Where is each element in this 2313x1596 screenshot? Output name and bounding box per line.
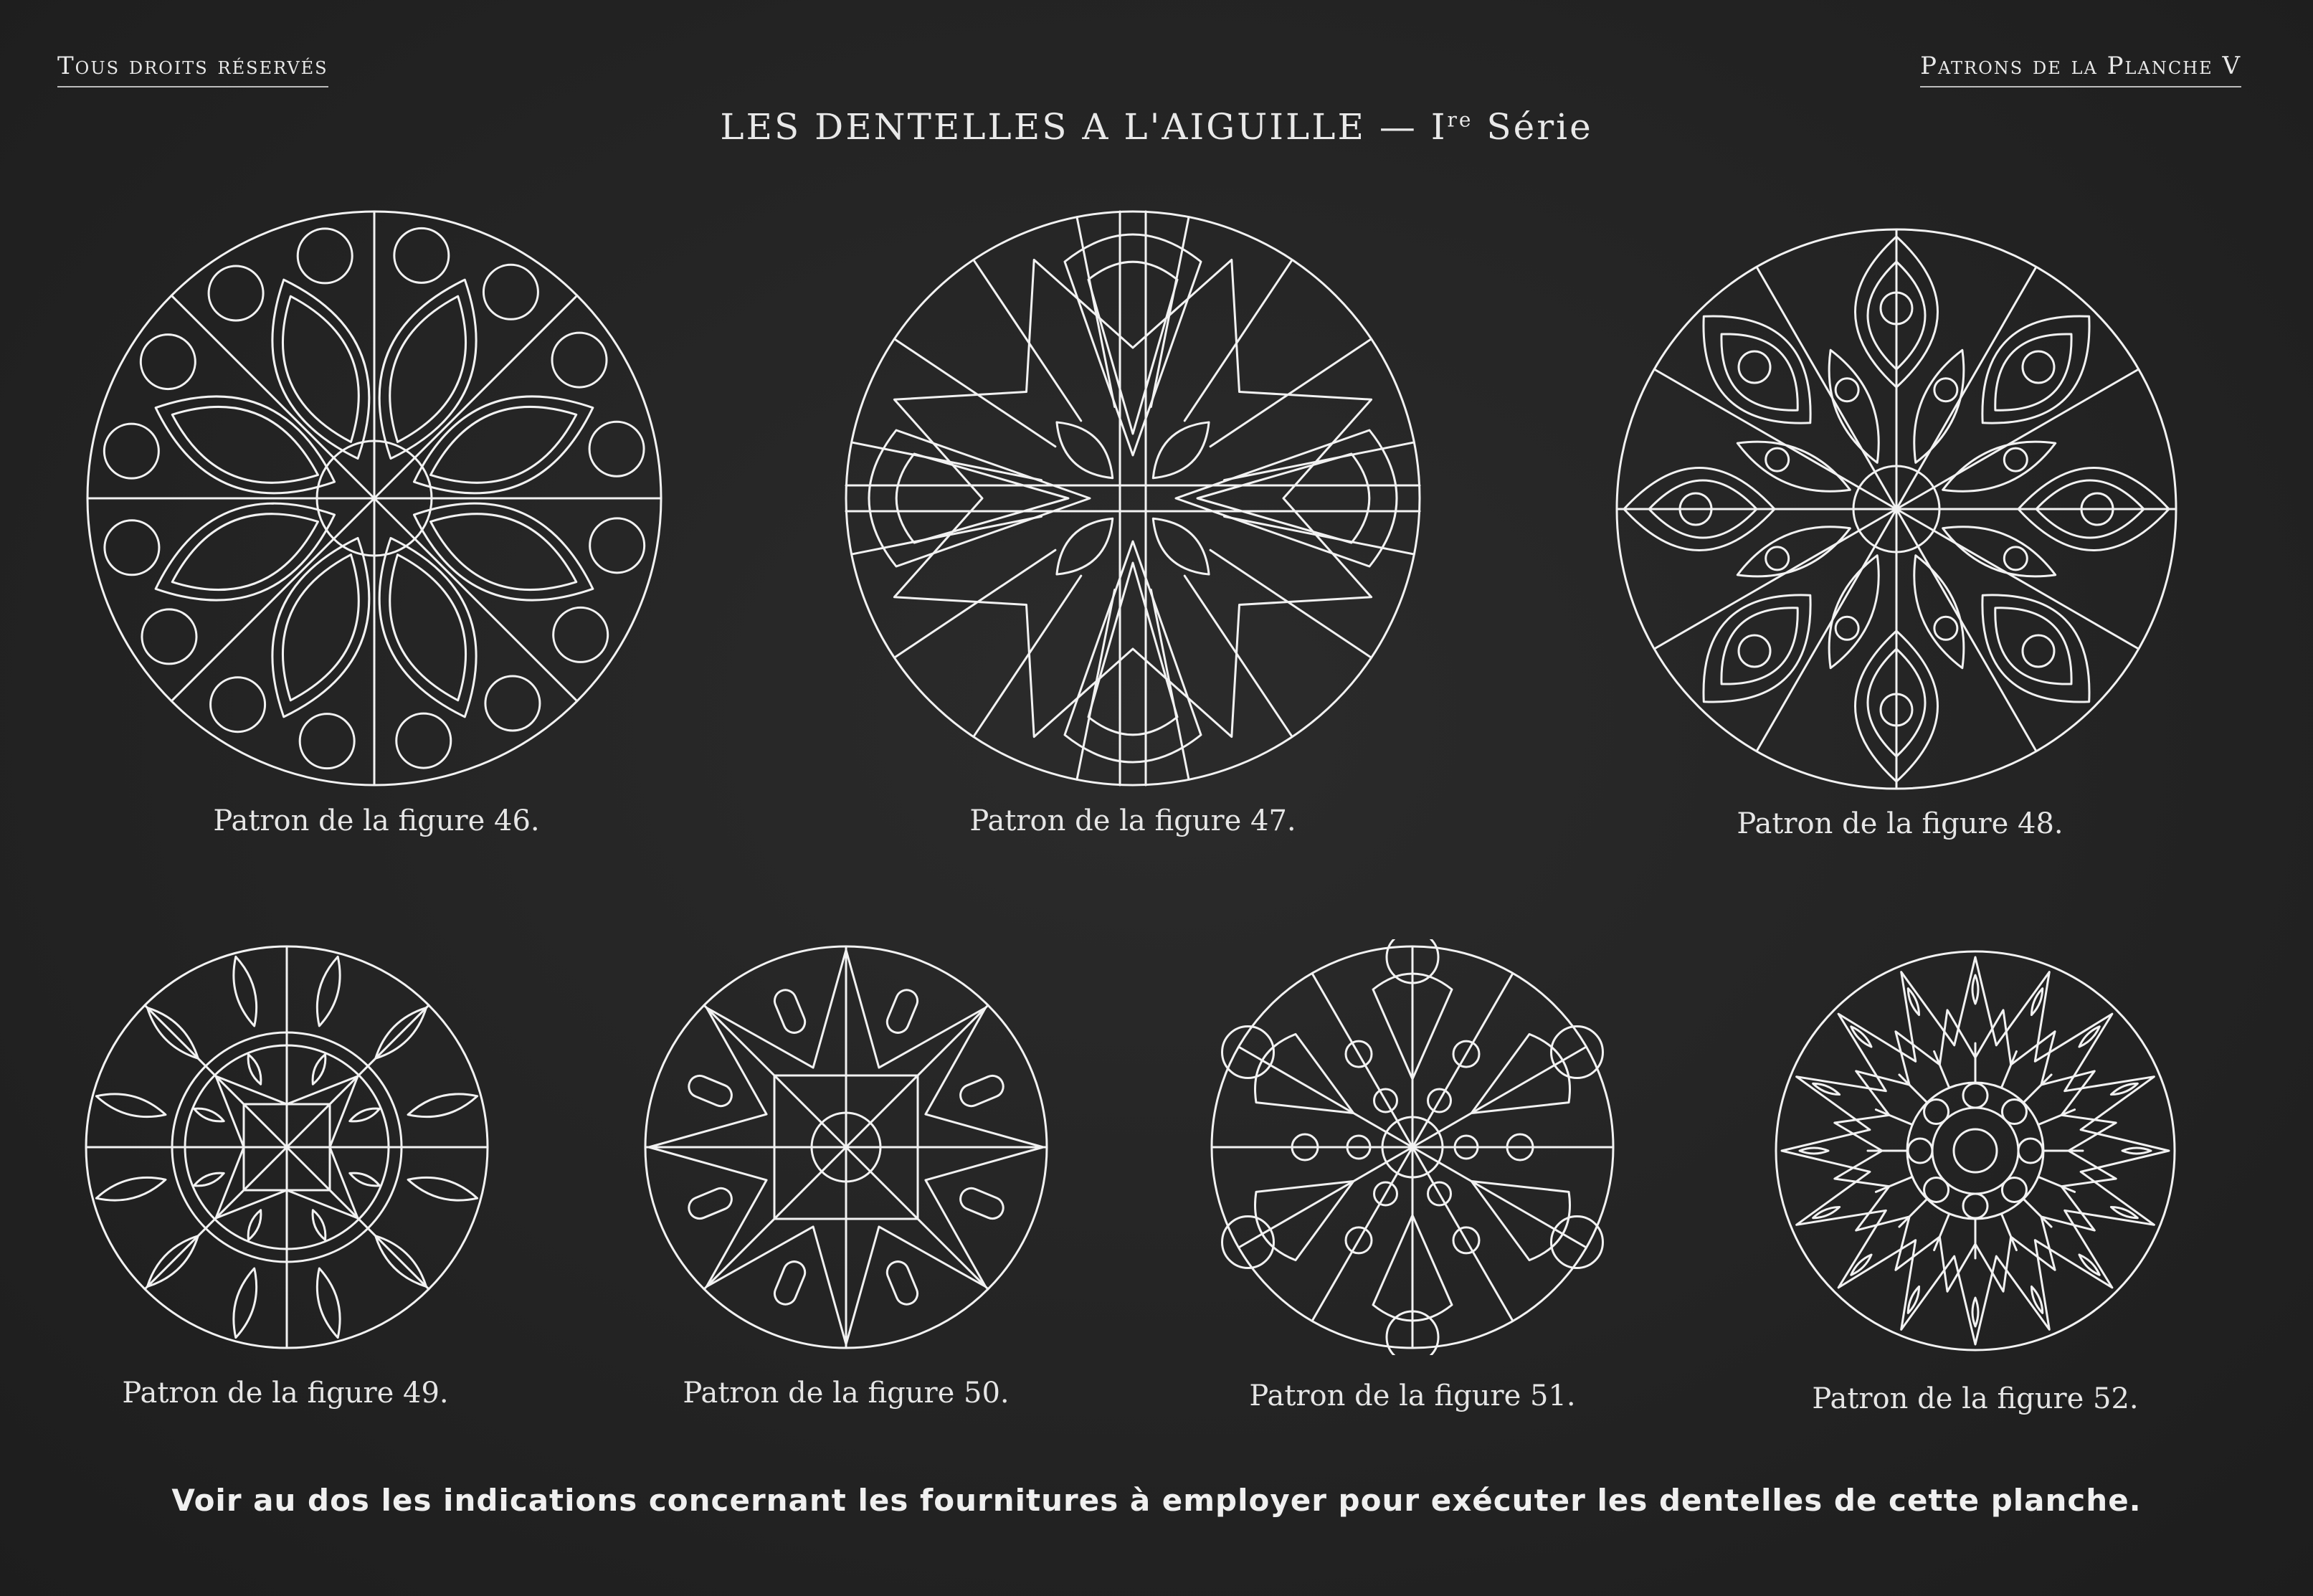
caption-figure-51: Patron de la figure 51. [1249,1379,1576,1412]
pattern-figure-51 [1205,939,1620,1355]
page-title [0,106,2313,148]
pattern-figure-49 [79,939,495,1355]
title-main: LES DENTELLES A L'AIGUILLE — I [720,106,1448,148]
pattern-figure-50 [638,939,1054,1355]
back-page-notice: Voir au dos les indications concernant les fournitures à employer pour exécuter les dentelles de cette planche. [171,1483,2142,1518]
plate-reference: Patrons de la Planche V [1920,52,2241,87]
rights-notice: Tous droits réservés [57,52,328,87]
caption-figure-49: Patron de la figure 49. [122,1377,449,1410]
pattern-figure-47 [839,204,1427,792]
caption-figure-48: Patron de la figure 48. [1737,807,2063,840]
caption-figure-52: Patron de la figure 52. [1812,1382,2139,1415]
title-end: Série [1473,106,1593,148]
pattern-figure-46 [80,204,668,792]
caption-figure-46: Patron de la figure 46. [213,804,540,837]
caption-figure-50: Patron de la figure 50. [683,1377,1010,1410]
pattern-figure-52 [1767,943,2183,1359]
pattern-figure-48 [1602,215,2190,803]
caption-figure-47: Patron de la figure 47. [969,804,1296,837]
title-superscript: re [1447,108,1473,132]
